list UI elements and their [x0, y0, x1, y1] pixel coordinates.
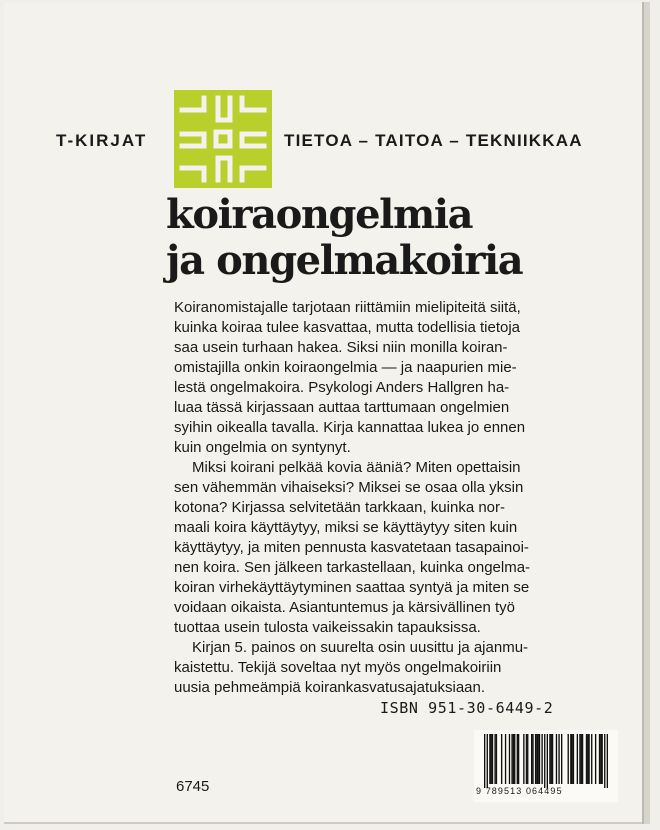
title-line-2: ja ongelmakoiria: [166, 237, 523, 284]
barcode-bar: [579, 734, 580, 784]
barcode-bar: [487, 734, 488, 788]
description-line: Miksi koirani pelkää kovia ääniä? Miten opettaisin: [192, 459, 521, 476]
barcode-bar: [511, 734, 512, 784]
barcode-bar: [607, 734, 608, 788]
product-code: 6745: [176, 778, 210, 795]
book-title: [166, 192, 522, 284]
series-tagline: TIETOA – TAITOA – TEKNIIKKAA: [284, 131, 583, 150]
barcode-bar: [518, 734, 519, 784]
description-line: kuin ongelmia on syntynyt.: [174, 439, 351, 456]
barcode-bar: [526, 734, 527, 784]
description-line: syihin oikealla tavalla. Kirja kannattaa lukea jo ennen: [174, 419, 526, 436]
barcode-bar: [489, 734, 490, 784]
description-line: lestä ongelmakoira. Psykologi Anders Hallgren ha-: [174, 379, 510, 396]
description-line: omistajilla onkin koiraongelmia — ja naapurien mie-: [174, 359, 517, 376]
barcode-bar: [577, 734, 578, 784]
barcode-bar: [531, 734, 532, 784]
description-line: sen vähemmän vihaiseksi? Miksei se osaa olla yksin: [174, 479, 524, 496]
barcode-bar: [551, 734, 552, 784]
barcode-bar: [582, 734, 583, 784]
title-line-1: koiraongelmia: [166, 191, 473, 238]
description-line: kuinka koiraa tulee kasvattaa, mutta todellisia tietoja: [174, 319, 521, 336]
barcode-bar: [527, 734, 528, 784]
barcode-bar: [571, 734, 572, 784]
barcode-bar: [509, 734, 510, 784]
book-description: [174, 298, 614, 698]
barcode: [474, 730, 618, 802]
barcode-bar: [588, 734, 589, 784]
barcode-bar: [561, 734, 562, 784]
barcode-bar: [586, 734, 587, 784]
barcode-bar: [549, 734, 550, 784]
barcode-number: 9 789513 064495: [476, 786, 563, 796]
barcode-bar: [517, 734, 518, 784]
description-line: kotona? Kirjassa selvitetään tarkkaan, kuinka nor-: [174, 499, 506, 516]
barcode-bar: [492, 734, 493, 784]
barcode-bar: [513, 734, 514, 784]
barcode-bar: [532, 734, 533, 784]
barcode-bar: [599, 734, 600, 784]
barcode-bar: [570, 734, 571, 784]
barcode-bar: [494, 734, 495, 784]
barcode-bar: [491, 734, 492, 784]
barcode-bar: [544, 734, 545, 788]
barcode-bar: [539, 734, 540, 784]
barcode-bar: [568, 734, 569, 784]
barcode-bar: [573, 734, 574, 784]
barcode-bar: [558, 734, 559, 784]
barcode-bar: [541, 734, 542, 784]
description-line: uusia pehmeämpiä koirankasvatusajatuksiaan.: [174, 679, 486, 696]
barcode-bar: [595, 734, 596, 784]
book-back-cover: [4, 2, 650, 824]
barcode-bar: [505, 734, 506, 784]
description-line: koiran virhekäyttäytyminen saattaa syntyä ja miten se: [174, 579, 530, 596]
description-line: maali koira käyttäytyy, miksi se käyttäytyy siten kuin: [174, 519, 518, 536]
isbn: ISBN 951-30-6449-2: [380, 699, 554, 717]
barcode-bar: [547, 734, 548, 788]
barcode-bar: [535, 734, 536, 784]
description-line: saa usein turhaan hakea. Siksi niin monilla koiran-: [174, 339, 508, 356]
description-line: voidaan oikaista. Asiantuntemus ja kärsivällinen työ: [174, 599, 516, 616]
description-line: tuottaa usein tulosta vaikeissakin tapauksissa.: [174, 619, 481, 636]
barcode-bar: [600, 734, 601, 784]
barcode-bar: [496, 734, 497, 784]
barcode-bar: [587, 734, 588, 784]
barcode-bar: [536, 734, 537, 784]
t-kirjat-logo-icon: [174, 90, 272, 188]
barcode-bars: [484, 734, 608, 788]
barcode-bar: [538, 734, 539, 784]
barcode-bar: [591, 734, 592, 784]
description-line: luaa tässä kirjassaan auttaa tarttumaan ongelmien: [174, 399, 510, 416]
description-line: Koiranomistajalle tarjotaan riittämiin mielipiteitä siitä,: [174, 299, 521, 316]
barcode-bar: [552, 734, 553, 784]
barcode-bar: [484, 734, 485, 788]
barcode-bar: [581, 734, 582, 784]
description-line: kaistettu. Tekijä soveltaa nyt myös ongelmakoiriin: [174, 659, 502, 676]
barcode-bar: [514, 734, 515, 784]
barcode-bar: [556, 734, 557, 784]
barcode-bar: [523, 734, 524, 784]
barcode-bar: [501, 734, 502, 784]
barcode-bar: [604, 734, 605, 788]
description-line: Kirjan 5. painos on suurelta osin uusittu ja ajanmu-: [192, 639, 529, 656]
series-name: T-KIRJAT: [56, 131, 148, 150]
description-line: nen koira. Sen jälkeen tarkastellaan, kuinka ongelma-: [174, 559, 531, 576]
barcode-bar: [601, 734, 602, 784]
description-line: käyttäytyy, ja miten pennusta kasvatetaan tasapainoi-: [174, 539, 529, 556]
